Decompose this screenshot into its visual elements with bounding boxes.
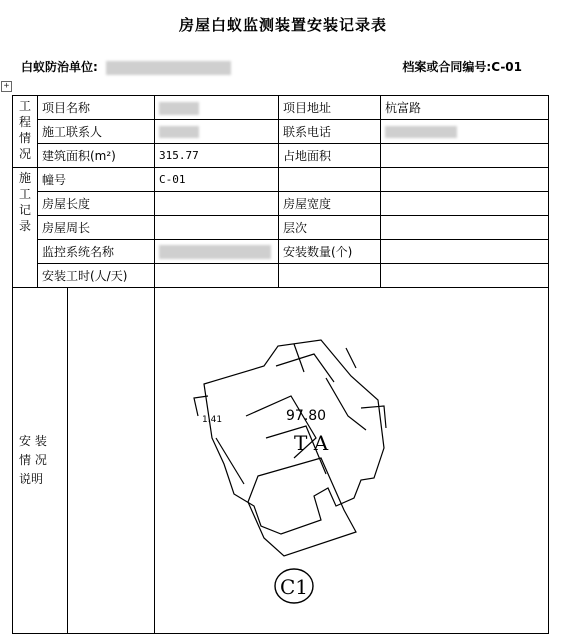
floors-value[interactable] bbox=[381, 216, 549, 240]
dimension-text: 97.80 bbox=[286, 408, 327, 424]
work-hours-value[interactable] bbox=[155, 264, 279, 288]
perimeter-label: 房屋周长 bbox=[38, 216, 155, 240]
width-label: 房屋宽度 bbox=[279, 192, 381, 216]
work-hours-empty-2 bbox=[381, 264, 549, 288]
building-area-label: 建筑面积(m²) bbox=[38, 144, 155, 168]
install-qty-value[interactable] bbox=[381, 240, 549, 264]
contract-number-label: 档案或合同编号: bbox=[402, 60, 492, 74]
termite-unit-field bbox=[21, 58, 231, 75]
building-no-empty-2 bbox=[381, 168, 549, 192]
length-label: 房屋长度 bbox=[38, 192, 155, 216]
land-area-value[interactable] bbox=[381, 144, 549, 168]
work-hours-empty-1 bbox=[279, 264, 381, 288]
section-construction-label: 施 工 记 录 bbox=[13, 168, 38, 288]
contact-value[interactable] bbox=[155, 120, 279, 144]
width-value[interactable] bbox=[381, 192, 549, 216]
building-id-text: C1 bbox=[279, 575, 309, 599]
system-name-redacted bbox=[159, 245, 271, 259]
floors-label: 层次 bbox=[279, 216, 381, 240]
building-no-value[interactable]: C-01 bbox=[155, 168, 279, 192]
floor-plan-drawing bbox=[77, 288, 549, 633]
left-dimension-text: 1.41 bbox=[202, 415, 223, 425]
system-name-value[interactable] bbox=[155, 240, 279, 264]
project-name-label: 项目名称 bbox=[38, 96, 155, 120]
block-label: T A bbox=[294, 431, 329, 455]
install-record-table bbox=[12, 95, 549, 634]
install-qty-label: 安装数量(个) bbox=[279, 240, 381, 264]
page-title: 房屋白蚁监测装置安装记录表 bbox=[178, 16, 387, 34]
termite-unit-redacted bbox=[106, 61, 231, 75]
phone-redacted bbox=[385, 126, 457, 138]
contact-label: 施工联系人 bbox=[38, 120, 155, 144]
contact-redacted bbox=[159, 126, 199, 138]
project-name-redacted bbox=[159, 102, 199, 115]
project-address-value[interactable]: 杭富路 bbox=[381, 96, 549, 120]
phone-value[interactable] bbox=[381, 120, 549, 144]
termite-unit-label: 白蚁防治单位: bbox=[21, 60, 98, 74]
work-hours-label: 安装工时(人/天) bbox=[38, 264, 155, 288]
system-name-label: 监控系统名称 bbox=[38, 240, 155, 264]
project-name-value[interactable] bbox=[155, 96, 279, 120]
building-no-label: 幢号 bbox=[38, 168, 155, 192]
section-project-label: 工 程 情 况 bbox=[13, 96, 38, 168]
phone-label: 联系电话 bbox=[279, 120, 381, 144]
building-area-value[interactable]: 315.77 bbox=[155, 144, 279, 168]
project-address-label: 项目地址 bbox=[279, 96, 381, 120]
table-move-icon[interactable]: + bbox=[1, 81, 12, 92]
building-id-marker bbox=[275, 569, 313, 603]
contract-number-value: C-01 bbox=[491, 60, 522, 74]
floor-plan-cell bbox=[155, 288, 549, 634]
perimeter-value[interactable] bbox=[155, 216, 279, 240]
install-desc-label: 安 装 情 况 说明 bbox=[13, 288, 68, 633]
contract-number-field bbox=[402, 58, 522, 75]
building-no-empty-1 bbox=[279, 168, 381, 192]
length-value[interactable] bbox=[155, 192, 279, 216]
land-area-label: 占地面积 bbox=[279, 144, 381, 168]
